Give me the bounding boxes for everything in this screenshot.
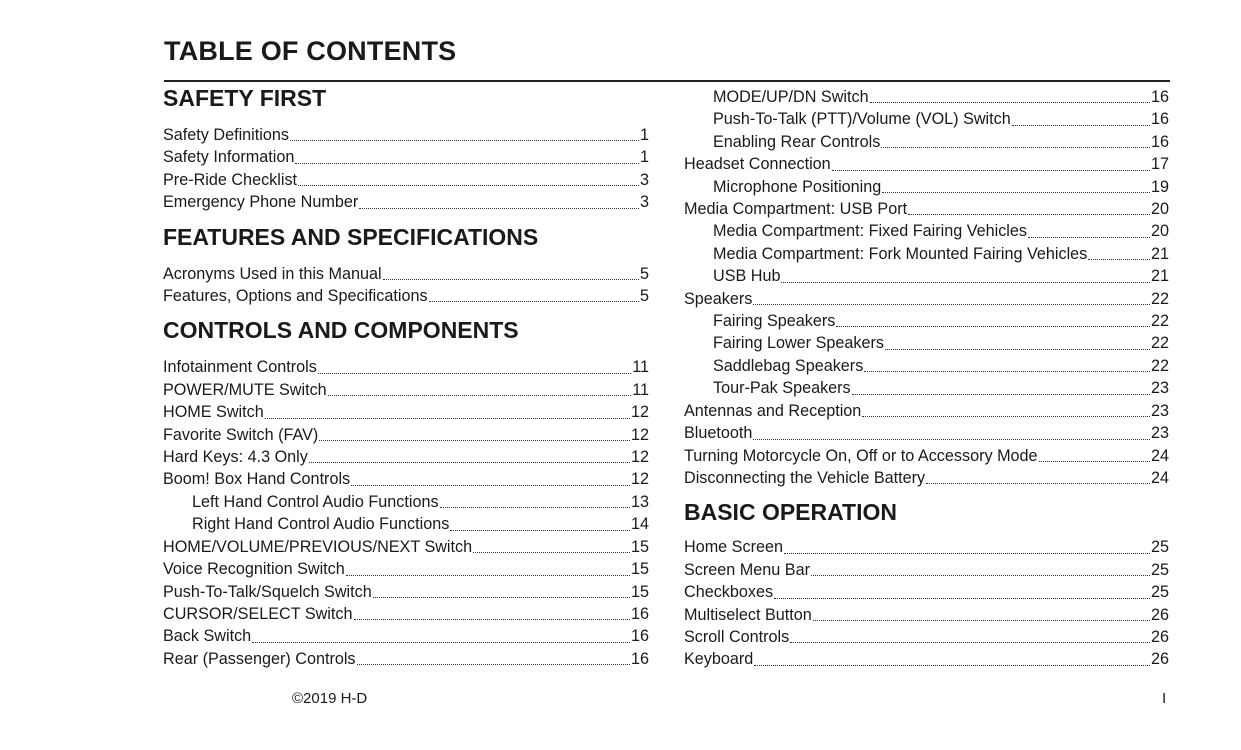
dot-leader <box>753 439 1150 440</box>
toc-entry-title: Media Compartment: Fixed Fairing Vehicles <box>713 222 1027 241</box>
toc-entry[interactable] <box>684 265 1169 287</box>
toc-entry-title: Checkboxes <box>684 583 774 602</box>
toc-entry-title: Favorite Switch (FAV) <box>163 425 319 444</box>
toc-page-number: 25 <box>1150 583 1169 602</box>
toc-page-number: 16 <box>630 649 649 668</box>
toc-entry-title: Back Switch <box>163 627 252 646</box>
toc-page-number: 23 <box>1150 379 1169 398</box>
toc-page-number: 17 <box>1150 155 1169 174</box>
toc-entry[interactable] <box>684 604 1169 626</box>
dot-leader <box>813 620 1150 621</box>
footer-page-number: I <box>1162 690 1167 707</box>
toc-entry-title: Features, Options and Specifications <box>163 287 428 306</box>
dot-leader <box>811 575 1150 576</box>
toc-page-number: 5 <box>639 264 649 283</box>
toc-entry[interactable] <box>684 310 1169 332</box>
toc-page-number: 13 <box>630 492 649 511</box>
toc-page-number: 3 <box>639 193 649 212</box>
toc-entry[interactable] <box>684 131 1169 153</box>
toc-entry[interactable] <box>163 581 649 603</box>
dot-leader <box>359 208 639 209</box>
toc-entry[interactable] <box>163 356 649 378</box>
dot-leader <box>1088 259 1150 260</box>
toc-entry[interactable] <box>684 536 1169 558</box>
toc-entry[interactable] <box>684 355 1169 377</box>
toc-entry-title: Screen Menu Bar <box>684 560 810 579</box>
dot-leader <box>882 192 1150 193</box>
toc-entry-title: Pre-Ride Checklist <box>163 170 298 189</box>
dot-leader <box>832 170 1150 171</box>
toc-page-number: 15 <box>630 560 649 579</box>
toc-entry[interactable] <box>684 86 1169 108</box>
toc-entry[interactable] <box>163 424 649 446</box>
toc-page-number: 22 <box>1150 312 1169 331</box>
dot-leader <box>862 416 1150 417</box>
dot-leader <box>290 140 639 141</box>
toc-page-number: 19 <box>1150 177 1169 196</box>
toc-entry-title: Safety Information <box>163 148 295 167</box>
dot-leader <box>754 665 1150 666</box>
toc-section <box>163 316 649 670</box>
toc-entry-title: HOME Switch <box>163 403 264 422</box>
toc-entry-title: Speakers <box>684 289 753 308</box>
dot-leader <box>864 371 1150 372</box>
toc-entry[interactable] <box>684 153 1169 175</box>
toc-entry[interactable] <box>684 198 1169 220</box>
toc-page-number: 5 <box>639 287 649 306</box>
dot-leader <box>473 552 630 553</box>
toc-page-number: 22 <box>1150 356 1169 375</box>
toc-entry[interactable] <box>684 648 1169 670</box>
toc-entry[interactable] <box>163 169 649 191</box>
section-heading: SAFETY FIRST <box>163 85 327 111</box>
toc-entry-title: Saddlebag Speakers <box>713 356 864 375</box>
toc-entry-title: Media Compartment: USB Port <box>684 200 908 219</box>
toc-page-number: 11 <box>632 358 649 377</box>
page-title: TABLE OF CONTENTS <box>164 36 457 66</box>
toc-page-number: 16 <box>630 627 649 646</box>
toc-entry[interactable] <box>163 513 649 535</box>
toc-entry[interactable] <box>163 446 649 468</box>
toc-page-number: 25 <box>1150 538 1169 557</box>
toc-entry[interactable] <box>163 191 649 213</box>
toc-page-number: 16 <box>630 604 649 623</box>
section-heading: CONTROLS AND COMPONENTS <box>163 317 519 344</box>
toc-entry-title: Rear (Passenger) Controls <box>163 649 356 668</box>
toc-entry-title: POWER/MUTE Switch <box>163 380 327 399</box>
toc-entry-title: Acronyms Used in this Manual <box>163 264 382 283</box>
toc-entry[interactable] <box>684 176 1169 198</box>
toc-section <box>163 223 649 308</box>
toc-entry-title: Push-To-Talk/Squelch Switch <box>163 582 372 601</box>
toc-entry[interactable] <box>684 400 1169 422</box>
toc-page-number: 12 <box>630 448 649 467</box>
toc-page-number: 26 <box>1150 627 1169 646</box>
toc-entry-title: Push-To-Talk (PTT)/Volume (VOL) Switch <box>713 110 1011 129</box>
toc-page-number: 11 <box>632 380 649 399</box>
toc-page-number: 22 <box>1150 334 1169 353</box>
dot-leader <box>295 163 639 164</box>
toc-entry[interactable] <box>684 220 1169 242</box>
dot-leader <box>319 440 630 441</box>
toc-entry[interactable] <box>163 536 649 558</box>
toc-page-number: 24 <box>1150 446 1169 465</box>
toc-right-column <box>684 86 1169 671</box>
toc-list <box>163 124 649 214</box>
toc-page-number: 12 <box>630 403 649 422</box>
toc-entry-title: Media Compartment: Fork Mounted Fairing Vehicles <box>713 244 1088 263</box>
toc-entry[interactable] <box>163 124 649 146</box>
toc-entry[interactable] <box>684 243 1169 265</box>
toc-page-number: 24 <box>1150 468 1169 487</box>
dot-leader <box>1028 237 1150 238</box>
toc-page-number: 12 <box>630 425 649 444</box>
toc-entry[interactable] <box>684 377 1169 399</box>
dot-leader <box>784 553 1150 554</box>
toc-page-number: 20 <box>1150 222 1169 241</box>
toc-page-number: 15 <box>630 537 649 556</box>
toc-entry-title: Microphone Positioning <box>713 177 882 196</box>
toc-page-number: 21 <box>1150 244 1169 263</box>
dot-leader <box>774 598 1150 599</box>
toc-page-number: 21 <box>1150 267 1169 286</box>
toc-entry-title: Multiselect Button <box>684 605 812 624</box>
toc-entry-title: MODE/UP/DN Switch <box>713 88 869 106</box>
section-basic-operation <box>684 498 1169 526</box>
toc-entry[interactable] <box>163 263 649 285</box>
toc-entry-title: Disconnecting the Vehicle Battery <box>684 468 926 487</box>
toc-entry-title: Boom! Box Hand Controls <box>163 470 351 489</box>
dot-leader <box>836 326 1150 327</box>
toc-entry-title: Left Hand Control Audio Functions <box>192 492 439 511</box>
toc-entry-title: Antennas and Reception <box>684 401 862 420</box>
toc-page-number: 16 <box>1150 132 1169 151</box>
toc-page-number: 16 <box>1150 110 1169 129</box>
toc-entry[interactable] <box>684 559 1169 581</box>
dot-leader <box>790 642 1150 643</box>
toc-entry-title: Enabling Rear Controls <box>713 132 881 151</box>
dot-leader <box>926 483 1150 484</box>
dot-leader <box>885 349 1150 350</box>
toc-page-number: 26 <box>1150 605 1169 624</box>
toc-entry-title: Hard Keys: 4.3 Only <box>163 448 308 467</box>
dot-leader <box>383 279 639 280</box>
toc-entry[interactable] <box>684 445 1169 467</box>
toc-entry[interactable] <box>684 467 1169 489</box>
dot-leader <box>450 530 630 531</box>
dot-leader <box>908 214 1150 215</box>
toc-page-number: 23 <box>1150 401 1169 420</box>
toc-entry-title: Home Screen <box>684 538 783 557</box>
toc-page-number: 20 <box>1150 200 1169 219</box>
toc-entry[interactable] <box>684 581 1169 603</box>
dot-leader <box>357 664 630 665</box>
toc-entry[interactable] <box>163 648 649 670</box>
toc-basic-operation-list <box>684 536 1169 670</box>
toc-entry-title: Fairing Speakers <box>713 312 836 331</box>
toc-entry-title: Headset Connection <box>684 155 831 174</box>
toc-entry[interactable] <box>684 108 1169 130</box>
toc-page-number: 1 <box>639 126 649 144</box>
toc-entry-title: Emergency Phone Number <box>163 193 359 212</box>
toc-entry-title: Safety Definitions <box>163 126 289 144</box>
toc-entry-title: Right Hand Control Audio Functions <box>192 515 450 534</box>
dot-leader <box>373 597 630 598</box>
dot-leader <box>252 642 630 643</box>
toc-entry[interactable] <box>163 146 649 168</box>
toc-page-number: 14 <box>630 515 649 534</box>
dot-leader <box>429 301 639 302</box>
toc-page-number: 23 <box>1150 424 1169 443</box>
toc-page-number: 15 <box>630 582 649 601</box>
toc-entry-title: Tour-Pak Speakers <box>713 379 851 398</box>
toc-entry[interactable] <box>163 625 649 647</box>
dot-leader <box>1039 461 1150 462</box>
toc-entry-title: HOME/VOLUME/PREVIOUS/NEXT Switch <box>163 537 473 556</box>
toc-page-number: 16 <box>1150 88 1169 106</box>
dot-leader <box>309 462 630 463</box>
toc-entry-title: CURSOR/SELECT Switch <box>163 604 353 623</box>
dot-leader <box>870 102 1150 103</box>
toc-page-number: 25 <box>1150 560 1169 579</box>
dot-leader <box>298 185 639 186</box>
toc-entry[interactable] <box>163 468 649 490</box>
toc-list <box>163 263 649 308</box>
toc-page-number: 12 <box>630 470 649 489</box>
toc-page-number: 3 <box>639 170 649 189</box>
toc-section <box>163 84 649 214</box>
toc-continued-list <box>684 86 1169 489</box>
dot-leader <box>781 282 1150 283</box>
toc-entry-title: Voice Recognition Switch <box>163 560 345 579</box>
toc-entry-title: Keyboard <box>684 650 754 669</box>
toc-entry-title: Infotainment Controls <box>163 358 317 377</box>
title-divider <box>164 80 1170 82</box>
toc-entry-title: Turning Motorcycle On, Off or to Accessory Mode <box>684 446 1038 465</box>
dot-leader <box>1012 125 1150 126</box>
toc-entry-title: Fairing Lower Speakers <box>713 334 884 353</box>
dot-leader <box>354 619 630 620</box>
toc-entry-title: Bluetooth <box>684 424 753 443</box>
footer-copyright: ©2019 H-D <box>292 690 368 707</box>
dot-leader <box>265 418 630 419</box>
toc-entry-title: USB Hub <box>713 267 781 286</box>
toc-entry[interactable] <box>684 332 1169 354</box>
dot-leader <box>852 394 1150 395</box>
toc-entry[interactable] <box>163 603 649 625</box>
section-heading: BASIC OPERATION <box>684 499 897 526</box>
dot-leader <box>328 395 632 396</box>
toc-left-column <box>163 84 649 670</box>
toc-entry[interactable] <box>684 626 1169 648</box>
dot-leader <box>881 147 1150 148</box>
toc-entry[interactable] <box>684 422 1169 444</box>
toc-entry[interactable] <box>163 401 649 423</box>
toc-page-number: 22 <box>1150 289 1169 308</box>
toc-page-number: 1 <box>639 148 649 167</box>
toc-list <box>163 356 649 670</box>
dot-leader <box>318 373 631 374</box>
toc-entry[interactable] <box>684 288 1169 310</box>
section-heading: FEATURES AND SPECIFICATIONS <box>163 223 539 250</box>
dot-leader <box>351 485 630 486</box>
toc-entry[interactable] <box>163 491 649 513</box>
toc-entry[interactable] <box>163 558 649 580</box>
toc-entry[interactable] <box>163 379 649 401</box>
dot-leader <box>440 507 630 508</box>
dot-leader <box>753 304 1150 305</box>
dot-leader <box>346 575 630 576</box>
toc-entry[interactable] <box>163 285 649 307</box>
toc-entry-title: Scroll Controls <box>684 627 790 646</box>
toc-page-number: 26 <box>1150 650 1169 669</box>
